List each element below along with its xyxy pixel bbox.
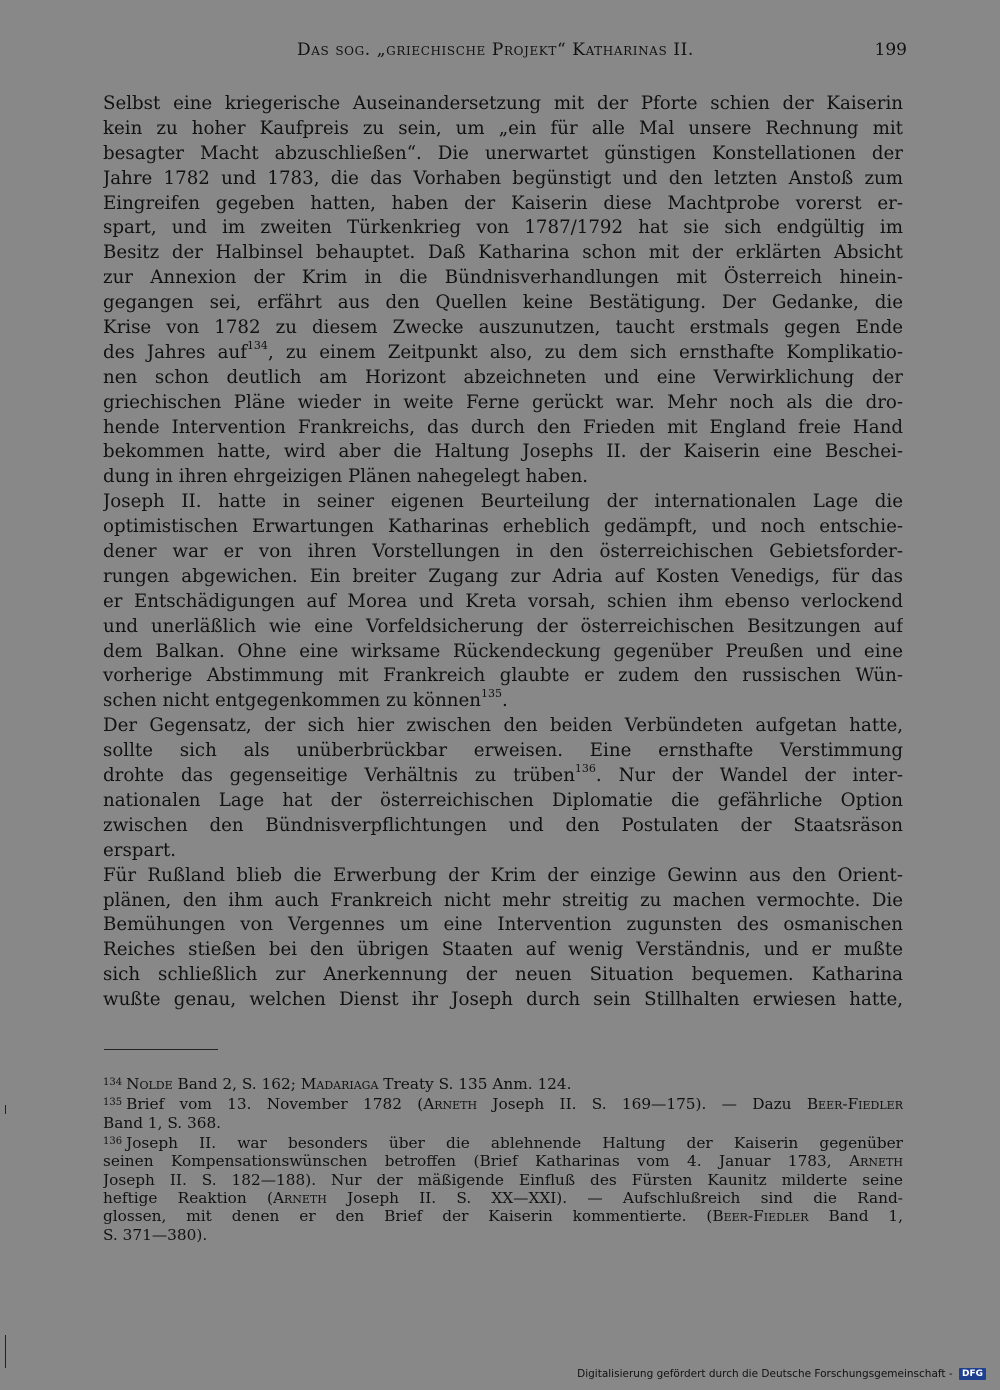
footnote-separator bbox=[104, 1049, 218, 1050]
footnote-reference: 135 bbox=[481, 689, 502, 701]
author-name: Beer-Fiedler bbox=[806, 1095, 903, 1114]
text-line-content: und unerläßlich wie eine Vorfeldsicherung der österreichischen Besitzungen auf bbox=[103, 615, 903, 637]
author-name: Arneth bbox=[423, 1095, 478, 1114]
footnote-text: Band 2, S. 162; bbox=[172, 1075, 301, 1093]
text-line-content: vorherige Abstimmung mit Frankreich glaubte er zudem den russischen Wün- bbox=[103, 665, 903, 687]
text-line-content: spart, und im zweiten Türkenkrieg von 1787/1792 hat sie sich endgültig im bbox=[103, 217, 903, 239]
footnote-line bbox=[103, 1171, 903, 1189]
text-line bbox=[103, 664, 903, 689]
text-line bbox=[103, 714, 903, 739]
text-line bbox=[103, 739, 903, 764]
text-line-content: hende Intervention Frankreichs, das durch den Frieden mit England freie Hand bbox=[103, 416, 903, 438]
text-line-content: dener war er von ihren Vorstellungen in den österreichischen Gebietsforder- bbox=[103, 541, 903, 563]
footnote-text: Brief vom 13. November 1782 ( bbox=[126, 1095, 424, 1114]
text-line bbox=[103, 117, 903, 142]
footnote-text: Band 1, S. 368. bbox=[103, 1113, 222, 1132]
text-line bbox=[103, 366, 903, 391]
text-line bbox=[103, 142, 903, 167]
text-line-continuation: . Nur der Wandel der inter- bbox=[595, 765, 903, 787]
author-name: Madariaga bbox=[300, 1075, 379, 1093]
footnote-text: heftige Reaktion ( bbox=[103, 1188, 273, 1207]
text-line-continuation: , zu einem Zeitpunkt also, zu dem sich ernsthafte Komplikatio- bbox=[267, 341, 903, 363]
footnote-line bbox=[103, 1189, 903, 1207]
text-line-content: Selbst eine kriegerische Auseinandersetzung mit der Pforte schien der Kaiserin bbox=[103, 93, 903, 114]
text-line bbox=[103, 764, 903, 789]
text-line-content: Bemühungen von Vergennes um eine Intervention zugunsten des osmanischen bbox=[103, 914, 903, 936]
footnote-reference: 134 bbox=[246, 340, 268, 352]
text-line bbox=[103, 590, 903, 615]
scan-margin-mark bbox=[5, 1335, 6, 1368]
footnote-number: 134 bbox=[103, 1077, 123, 1088]
text-line-content: Eingreifen gegeben hatten, haben der Kaiserin diese Machtprobe vorerst er- bbox=[103, 192, 903, 214]
text-line-content: sollte sich als unüberbrückbar erweisen. Eine ernsthafte Verstimmung bbox=[103, 740, 903, 762]
footnote-line bbox=[103, 1152, 903, 1170]
footnote-number: 135 bbox=[103, 1097, 123, 1109]
text-line-content: gegangen sei, erfährt aus den Quellen keine Bestätigung. Der Gedanke, die bbox=[103, 292, 903, 314]
text-line-continuation: . bbox=[502, 690, 508, 712]
text-line bbox=[103, 640, 903, 665]
footnote-line bbox=[103, 1226, 903, 1244]
text-line-content: nen schon deutlich am Horizont abzeichneten und eine Verwirklichung der bbox=[103, 366, 903, 388]
footnote-135 bbox=[103, 1095, 903, 1132]
text-line-content: nationalen Lage hat der österreichischen Diplomatie die gefährliche Option bbox=[103, 789, 903, 811]
footnote-text: Joseph II. war besonders über die ablehnende Haltung der Kaiserin gegenüber bbox=[126, 1133, 903, 1152]
running-title: Das sog. „griechische Projekt“ Katharinas II. bbox=[297, 40, 694, 60]
funding-banner-text: Digitalisierung gefördert durch die Deutsche Forschungsgemeinschaft - bbox=[577, 1368, 953, 1380]
page-number: 199 bbox=[874, 40, 907, 60]
text-line-content: wußte genau, welchen Dienst ihr Joseph durch sein Stillhalten erwiesen hatte, bbox=[103, 989, 903, 1011]
footnote-line bbox=[103, 1207, 903, 1225]
text-line-content: Jahre 1782 und 1783, die das Vorhaben begünstigt und den letzten Anstoß zum bbox=[103, 167, 903, 189]
footnote-136 bbox=[103, 1134, 903, 1244]
text-line bbox=[103, 391, 903, 416]
author-name: Beer-Fiedler bbox=[712, 1207, 809, 1226]
footnote-line bbox=[103, 1134, 903, 1152]
text-line bbox=[103, 92, 903, 117]
dfg-logo: DFG bbox=[959, 1368, 986, 1380]
text-line-content: Reiches stießen bei den übrigen Staaten auf wenig Verständnis, und er mußte bbox=[103, 939, 903, 961]
text-line bbox=[103, 938, 903, 963]
text-line bbox=[103, 689, 903, 714]
text-line bbox=[103, 839, 903, 864]
text-line bbox=[103, 316, 903, 341]
text-line-content: Der Gegensatz, der sich hier zwischen den beiden Verbündeten aufgetan hatte, bbox=[103, 715, 903, 737]
author-name: Arneth bbox=[849, 1152, 903, 1171]
author-name: Nolde bbox=[126, 1075, 173, 1093]
text-line-content: Für Rußland blieb die Erwerbung der Krim der einzige Gewinn aus den Orient- bbox=[103, 864, 903, 886]
text-line bbox=[103, 615, 903, 640]
footnote-line bbox=[103, 1095, 903, 1113]
text-line-content: rungen abgewichen. Ein breiter Zugang zur Adria auf Kosten Venedigs, für das bbox=[103, 565, 903, 587]
text-line bbox=[103, 291, 903, 316]
text-line bbox=[103, 889, 903, 914]
text-line bbox=[103, 490, 903, 515]
text-line-content: drohte das gegenseitige Verhältnis zu trüben bbox=[103, 765, 575, 787]
text-line-content: plänen, den ihm auch Frankreich nicht mehr streitig zu machen vermochte. Die bbox=[103, 889, 903, 911]
footnote-line bbox=[103, 1114, 903, 1132]
text-line-content: griechischen Pläne wieder in weite Ferne gerückt war. Mehr noch als die dro- bbox=[103, 391, 903, 413]
footnote-reference: 136 bbox=[574, 764, 596, 776]
text-line bbox=[103, 540, 903, 565]
text-line bbox=[103, 167, 903, 192]
text-line bbox=[103, 440, 903, 465]
footnote-text: S. 371—380). bbox=[103, 1225, 208, 1244]
text-line-content: zwischen den Bündnisverpflichtungen und den Postulaten der Staatsräson bbox=[103, 814, 903, 836]
text-line-content: Besitz der Halbinsel behauptet. Daß Katharina schon mit der erklärten Absicht bbox=[103, 242, 903, 264]
text-line-content: dem Balkan. Ohne eine wirksame Rückendeckung gegenüber Preußen und eine bbox=[103, 640, 903, 662]
footnote-line bbox=[103, 1075, 903, 1093]
text-line bbox=[103, 988, 903, 1013]
text-line bbox=[103, 565, 903, 590]
text-line bbox=[103, 515, 903, 540]
running-header bbox=[105, 38, 905, 68]
footnote-text: seinen Kompensationswünschen betroffen (Brief Katharinas vom 4. Januar 1783, bbox=[103, 1152, 850, 1171]
text-line-content: er Entschädigungen auf Morea und Kreta vorsah, schien ihm ebenso verlockend bbox=[103, 590, 903, 612]
text-line bbox=[103, 266, 903, 291]
author-name: Arneth bbox=[272, 1188, 327, 1207]
footnotes bbox=[103, 1075, 903, 1246]
text-line-content: schen nicht entgegenkommen zu können bbox=[103, 690, 481, 712]
footnote-134 bbox=[103, 1075, 903, 1093]
footnote-text: Band 1, bbox=[808, 1207, 903, 1226]
text-line-content: optimistischen Erwartungen Katharinas erheblich gedämpft, und noch entschie- bbox=[103, 516, 903, 538]
text-line bbox=[103, 241, 903, 266]
funding-banner bbox=[577, 1368, 986, 1384]
text-line bbox=[103, 192, 903, 217]
text-line bbox=[103, 913, 903, 938]
text-line bbox=[103, 341, 903, 366]
text-line bbox=[103, 963, 903, 988]
text-line bbox=[103, 789, 903, 814]
text-line-content: dung in ihren ehrgeizigen Plänen nahegelegt haben. bbox=[103, 466, 589, 488]
text-line-content: zur Annexion der Krim in die Bündnisverhandlungen mit Österreich hinein- bbox=[103, 267, 903, 289]
text-line-content: Joseph II. hatte in seiner eigenen Beurteilung der internationalen Lage die bbox=[103, 491, 903, 513]
footnote-text: Joseph II. S. XX—XXI). — Aufschlußreich sind die Rand- bbox=[326, 1188, 903, 1207]
footnote-number: 136 bbox=[103, 1135, 123, 1147]
footnote-text: Joseph II. S. 169—175). — Dazu bbox=[477, 1095, 807, 1114]
text-line bbox=[103, 465, 903, 490]
text-line-content: erspart. bbox=[103, 839, 177, 861]
text-line-content: bekommen hatte, wird aber die Haltung Josephs II. der Kaiserin eine Beschei- bbox=[103, 441, 903, 463]
text-line-content: des Jahres auf bbox=[103, 341, 247, 363]
text-line bbox=[103, 216, 903, 241]
text-line-content: kein zu hoher Kaufpreis zu sein, um „ein für alle Mal unsere Rechnung mit bbox=[103, 117, 903, 139]
text-line bbox=[103, 416, 903, 441]
footnote-text: Joseph II. S. 182—188). Nur der mäßigende Einfluß des Fürsten Kaunitz milderte seine bbox=[103, 1170, 903, 1189]
main-text bbox=[103, 92, 903, 1013]
text-line-content: Krise von 1782 zu diesem Zwecke auszunutzen, taucht erstmals gegen Ende bbox=[103, 317, 903, 339]
scan-margin-mark bbox=[5, 1105, 6, 1114]
text-line bbox=[103, 814, 903, 839]
text-line-content: besagter Macht abzuschließen“. Die unerwartet günstigen Konstellationen der bbox=[103, 142, 903, 164]
text-line-content: sich schließlich zur Anerkennung der neuen Situation bequemen. Katharina bbox=[103, 964, 903, 986]
footnote-text: glossen, mit denen er den Brief der Kaiserin kommentierte. ( bbox=[103, 1207, 713, 1226]
text-line bbox=[103, 864, 903, 889]
footnote-text: Treaty S. 135 Anm. 124. bbox=[378, 1075, 572, 1093]
